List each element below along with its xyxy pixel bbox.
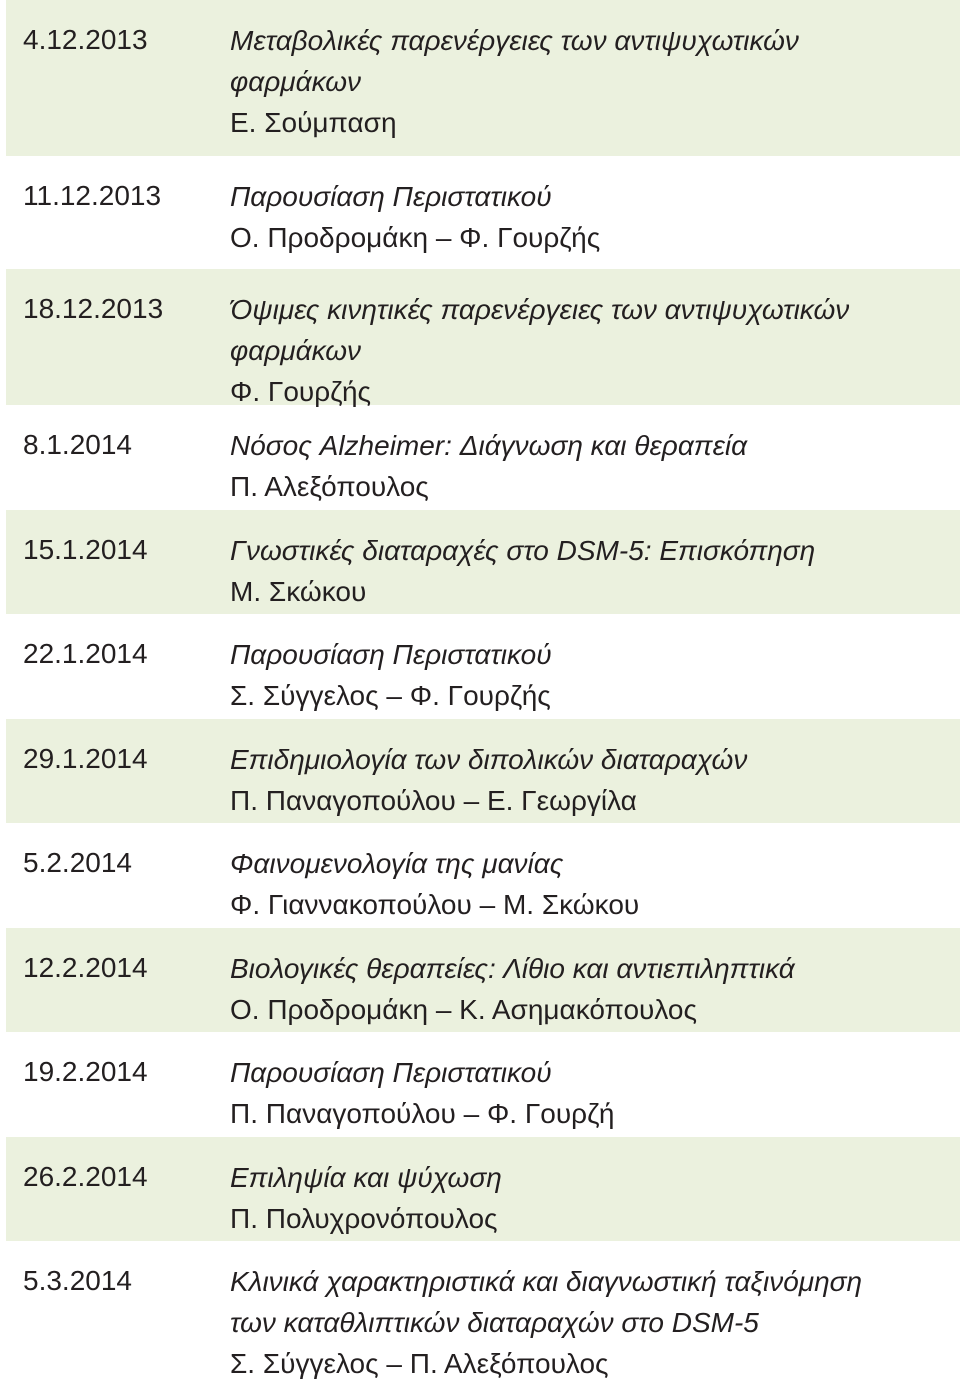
session-date: 4.12.2013	[23, 24, 148, 55]
session-speaker: Ο. Προδρομάκη – Φ. Γουρζής	[230, 222, 601, 253]
session-date: 29.1.2014	[23, 743, 148, 774]
session-title: Παρουσίαση Περιστατικού	[230, 1057, 552, 1088]
schedule-row	[6, 1137, 960, 1241]
session-details	[230, 425, 954, 507]
session-details	[230, 289, 954, 412]
session-date: 19.2.2014	[23, 1056, 148, 1087]
schedule-row	[6, 269, 960, 405]
session-date: 12.2.2014	[23, 952, 148, 983]
session-date: 26.2.2014	[23, 1161, 148, 1192]
session-date: 22.1.2014	[23, 638, 148, 669]
session-title: Όψιμες κινητικές παρενέργειες των αντιψυχωτικών	[230, 294, 850, 325]
session-title: Επιληψία και ψύχωση	[230, 1162, 502, 1193]
session-title: Παρουσίαση Περιστατικού	[230, 639, 552, 670]
schedule-row	[6, 405, 960, 510]
schedule-row	[6, 823, 960, 928]
session-speaker: Ο. Προδρομάκη – Κ. Ασημακόπουλος	[230, 994, 697, 1025]
session-speaker: Σ. Σύγγελος – Φ. Γουρζής	[230, 680, 551, 711]
schedule-row	[6, 719, 960, 823]
session-details	[230, 1261, 954, 1384]
session-speaker: Φ. Γουρζής	[230, 376, 372, 407]
schedule-row	[6, 614, 960, 719]
session-title: φαρμάκων	[230, 335, 362, 366]
session-details	[230, 176, 954, 258]
session-details	[230, 530, 954, 612]
session-details	[230, 843, 954, 925]
session-details	[230, 948, 954, 1030]
session-details	[230, 1157, 954, 1239]
session-speaker: Π. Πολυχρονόπουλος	[230, 1203, 498, 1234]
session-title: φαρμάκων	[230, 66, 362, 97]
session-speaker: Ε. Σούμπαση	[230, 107, 397, 138]
session-speaker: Μ. Σκώκου	[230, 576, 367, 607]
session-details	[230, 20, 954, 143]
session-details	[230, 1052, 954, 1134]
session-date: 11.12.2013	[23, 180, 162, 211]
session-details	[230, 739, 954, 821]
session-title: Φαινομενολογία της μανίας	[230, 848, 564, 879]
session-date: 18.12.2013	[23, 293, 164, 324]
session-title: Κλινικά χαρακτηριστικά και διαγνωστική ταξινόμηση	[230, 1266, 863, 1297]
session-speaker: Σ. Σύγγελος – Π. Αλεξόπουλος	[230, 1348, 609, 1379]
session-title: Γνωστικές διαταραχές στο DSM-5: Επισκόπηση	[230, 535, 816, 566]
session-title: των καταθλιπτικών διαταραχών στο DSM-5	[230, 1307, 759, 1338]
session-speaker: Φ. Γιαννακοπούλου – Μ. Σκώκου	[230, 889, 640, 920]
session-title: Μεταβολικές παρενέργειες των αντιψυχωτικών	[230, 25, 799, 56]
session-speaker: Π. Παναγοπούλου – Φ. Γουρζή	[230, 1098, 615, 1129]
schedule-row	[6, 928, 960, 1032]
session-date: 8.1.2014	[23, 429, 132, 460]
session-date: 5.3.2014	[23, 1265, 132, 1296]
schedule-row	[6, 0, 960, 156]
schedule-row	[6, 1241, 960, 1379]
session-date: 5.2.2014	[23, 847, 132, 878]
session-title: Βιολογικές θεραπείες: Λίθιο και αντιεπιληπτικά	[230, 953, 795, 984]
session-title: Επιδημιολογία των διπολικών διαταραχών	[230, 744, 748, 775]
schedule-row	[6, 510, 960, 614]
session-date: 15.1.2014	[23, 534, 148, 565]
session-title: Νόσος Alzheimer: Διάγνωση και θεραπεία	[230, 430, 748, 461]
session-speaker: Π. Παναγοπούλου – Ε. Γεωργίλα	[230, 785, 637, 816]
session-details	[230, 634, 954, 716]
session-speaker: Π. Αλεξόπουλος	[230, 471, 429, 502]
schedule-row	[6, 156, 960, 269]
schedule-row	[6, 1032, 960, 1137]
session-title: Παρουσίαση Περιστατικού	[230, 181, 552, 212]
